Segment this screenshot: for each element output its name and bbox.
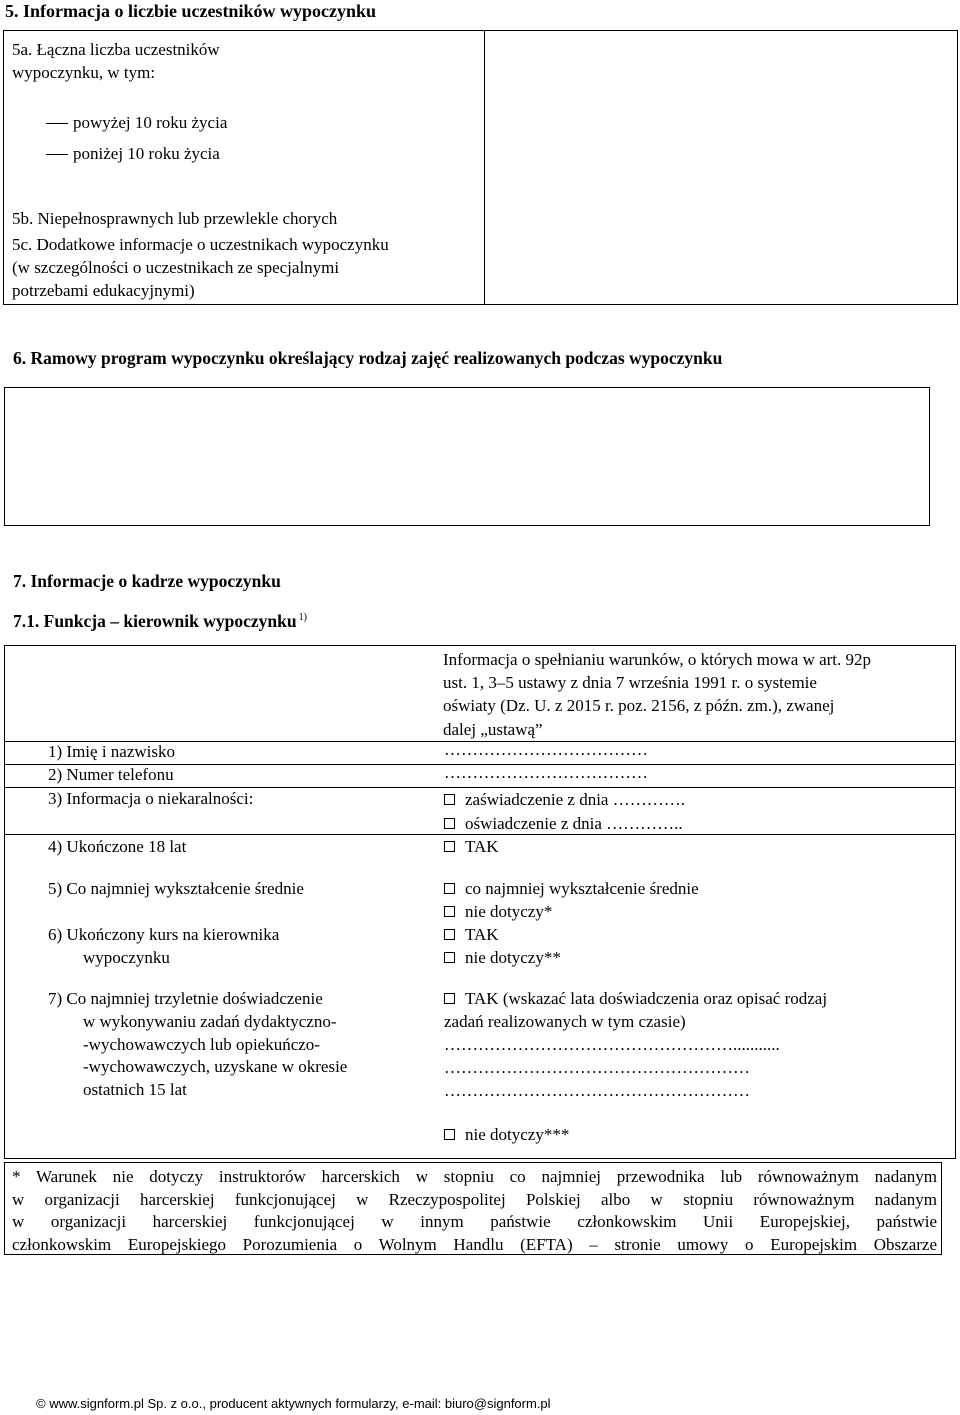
education-label: 5) Co najmniej wykształcenie średnie — [48, 879, 304, 898]
section-7-1-heading: 7.1. Funkcja – kierownik wypoczynku $^{1)}$ — [13, 611, 307, 631]
footnote-text — [12, 1166, 937, 1256]
experience-field-1[interactable]: ……………………………………………........... — [444, 1035, 780, 1054]
experience-label-2: w wykonywaniu zadań dydaktyczno- — [83, 1012, 337, 1031]
experience-label-3: -wychowawczych lub opiekuńczo- — [83, 1035, 320, 1054]
row-divider — [4, 787, 956, 788]
footnote-line: członkowskim Europejskiego Porozumienia o Wolnym Handlu (EFTA) – stronie umowy o Europejskim Obszarze — [12, 1234, 937, 1254]
checkbox-icon[interactable] — [444, 794, 455, 805]
participants-under-10-label: poniżej 10 roku życia — [73, 144, 220, 163]
age-18-option[interactable]: TAK — [444, 837, 499, 857]
experience-field-3[interactable]: ……………………………………………… — [444, 1081, 750, 1100]
additional-info-label-2: (w szczególności o uczestnikach ze specjalnymi — [12, 258, 340, 277]
checkbox-icon[interactable] — [444, 993, 455, 1004]
footnote-line: w organizacji harcerskiej funkcjonującej w Rzeczypospolitej Polskiej albo w stopniu równoważnym nadanym — [12, 1189, 937, 1209]
certificate-option[interactable]: zaświadczenie z dnia …………. — [444, 790, 685, 810]
course-na-option[interactable]: nie dotyczy** — [444, 948, 561, 968]
checkbox-icon[interactable] — [444, 1129, 455, 1140]
education-option[interactable]: co najmniej wykształcenie średnie — [444, 879, 699, 899]
section-7-heading: 7. Informacje o kadrze wypoczynku — [13, 571, 281, 591]
participants-total-label: 5a. Łączna liczba uczestników — [12, 40, 220, 59]
section-6-heading: 6. Ramowy program wypoczynku określający rodzaj zajęć realizowanych podczas wypoczynku — [13, 348, 723, 368]
row-divider — [4, 834, 956, 835]
experience-label: 7) Co najmniej trzyletnie doświadczenie — [48, 989, 323, 1008]
dash-icon — [46, 123, 68, 124]
experience-na-option[interactable]: nie dotyczy*** — [444, 1125, 569, 1145]
page-footer: © www.signform.pl Sp. z o.o., producent aktywnych formularzy, e-mail: biuro@signform.pl — [36, 1396, 551, 1411]
checkbox-icon[interactable] — [444, 883, 455, 894]
participants-total-label-2: wypoczynku, w tym: — [12, 63, 156, 82]
checkbox-icon[interactable] — [444, 929, 455, 940]
experience-label-5: ostatnich 15 lat — [83, 1080, 187, 1099]
checkbox-icon[interactable] — [444, 841, 455, 852]
criminal-record-label: 3) Informacja o niekaralności: — [48, 789, 254, 808]
conditions-info: Informacja o spełnianiu warunków, o których mowa w art. 92p — [443, 650, 872, 669]
course-option[interactable]: TAK — [444, 925, 499, 945]
experience-label-4: -wychowawczych, uzyskane w okresie — [83, 1057, 348, 1076]
phone-label: 2) Numer telefonu — [48, 765, 174, 784]
checkbox-icon[interactable] — [444, 906, 455, 917]
footnote-line: w organizacji harcerskiej funkcjonującej w innym państwie członkowskim Unii Europejskiej, państwie — [12, 1212, 937, 1231]
checkbox-icon[interactable] — [444, 952, 455, 963]
conditions-info-2: ust. 1, 3–5 ustawy z dnia 7 września 1991 r. o systemie — [443, 673, 817, 692]
education-na-option[interactable]: nie dotyczy* — [444, 902, 552, 922]
experience-field-2[interactable]: ……………………………………………… — [444, 1058, 750, 1077]
program-input-area[interactable] — [4, 387, 930, 526]
course-label-2: wypoczynku — [83, 948, 170, 967]
name-field[interactable]: ……………………………… — [444, 740, 648, 759]
footnote-line: * Warunek nie dotyczy instruktorów harcerskich w stopniu co najmniej przewodnika lub równoważnym nadanym — [12, 1167, 937, 1186]
age-18-label: 4) Ukończone 18 lat — [48, 837, 187, 856]
section-5-heading: 5. Informacja o liczbie uczestników wypoczynku — [5, 1, 376, 21]
footnote-ref: 1) — [298, 612, 307, 624]
checkbox-icon[interactable] — [444, 818, 455, 829]
participants-over-10-label: powyżej 10 roku życia — [73, 113, 228, 132]
name-label: 1) Imię i nazwisko — [48, 742, 175, 761]
additional-info-label-3: potrzebami edukacyjnymi) — [12, 281, 195, 300]
statement-option[interactable]: oświadczenie z dnia ………….. — [444, 814, 683, 834]
experience-option[interactable]: TAK (wskazać lata doświadczenia oraz opisać rodzaj — [444, 989, 827, 1009]
additional-info-label: 5c. Dodatkowe informacje o uczestnikach wypoczynku — [12, 235, 389, 254]
experience-option-2: zadań realizowanych w tym czasie) — [444, 1012, 686, 1031]
phone-field[interactable]: ……………………………… — [444, 763, 648, 782]
dash-icon — [46, 154, 68, 155]
disabled-participants-label: 5b. Niepełnosprawnych lub przewlekle chorych — [12, 209, 338, 228]
course-label: 6) Ukończony kurs na kierownika — [48, 925, 280, 944]
table-divider — [484, 30, 485, 305]
conditions-info-3: oświaty (Dz. U. z 2015 r. poz. 2156, z późn. zm.), zwanej — [443, 696, 835, 715]
conditions-info-4: dalej „ustawą” — [443, 720, 543, 739]
